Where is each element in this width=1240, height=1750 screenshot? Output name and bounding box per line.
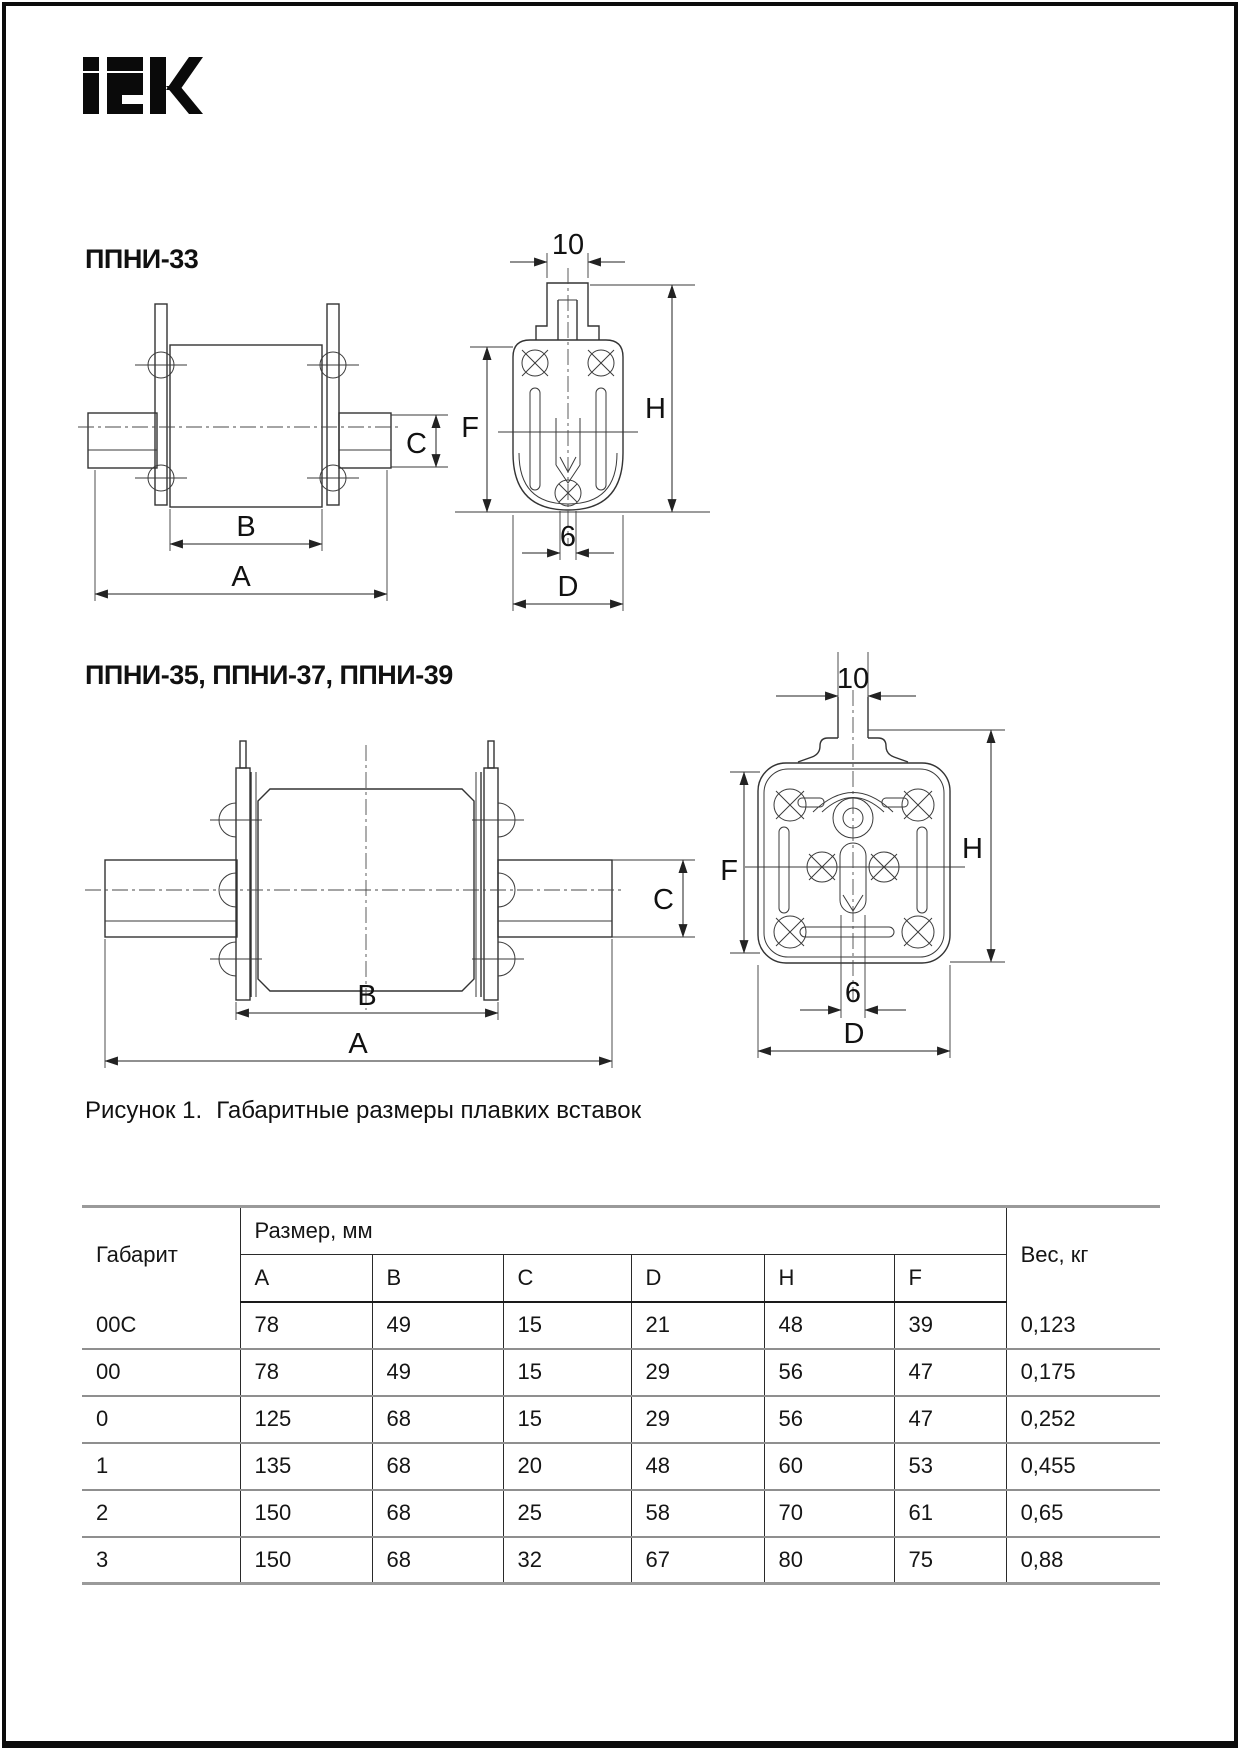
ppni33-front-view	[498, 268, 638, 545]
cell-weight: 0,455	[1006, 1443, 1160, 1490]
subcol-header-d: D	[631, 1255, 764, 1302]
cell-h: 56	[764, 1396, 894, 1443]
dim-label-h: H	[962, 833, 983, 865]
table-row	[82, 1490, 1160, 1537]
cell-b: 68	[372, 1443, 503, 1490]
cell-c: 15	[503, 1396, 631, 1443]
cell-h: 56	[764, 1349, 894, 1396]
cell-d: 67	[631, 1537, 764, 1584]
figure-caption-text: Габаритные размеры плавких вставок	[216, 1097, 642, 1124]
ppni33-side-view	[78, 304, 400, 507]
subcol-header-c: C	[503, 1255, 631, 1302]
cell-weight: 0,123	[1006, 1302, 1160, 1349]
col-header-weight-kg: Вес, кг	[1006, 1207, 1160, 1302]
section2-title: ППНИ-35, ППНИ-37, ППНИ-39	[85, 660, 453, 690]
cell-gabarit: 1	[82, 1443, 240, 1490]
cell-c: 15	[503, 1349, 631, 1396]
table-row	[82, 1443, 1160, 1490]
cell-a: 150	[240, 1537, 372, 1584]
table-row	[82, 1302, 1160, 1349]
dim-label-c: C	[406, 428, 427, 460]
drawing-ppni-35-37-39	[70, 640, 1030, 1080]
dim-label-f: F	[461, 412, 479, 444]
cell-f: 47	[894, 1349, 1006, 1396]
drawing-ppni-33	[70, 215, 720, 620]
subcol-header-h: H	[764, 1255, 894, 1302]
subcol-header-f: F	[894, 1255, 1006, 1302]
cell-a: 150	[240, 1490, 372, 1537]
cell-a: 125	[240, 1396, 372, 1443]
dim-label-6: 6	[559, 521, 577, 553]
dim-label-10: 10	[551, 229, 585, 261]
cell-gabarit: 0	[82, 1396, 240, 1443]
ppni33-side-dimensions	[95, 415, 448, 601]
cell-a: 135	[240, 1443, 372, 1490]
subcol-header-b: B	[372, 1255, 503, 1302]
cell-b: 49	[372, 1349, 503, 1396]
cell-gabarit: 00	[82, 1349, 240, 1396]
dim-label-a: A	[348, 1028, 368, 1060]
cell-c: 20	[503, 1443, 631, 1490]
cell-gabarit: 2	[82, 1490, 240, 1537]
cell-c: 32	[503, 1537, 631, 1584]
cell-c: 15	[503, 1302, 631, 1349]
dim-label-a: A	[231, 561, 251, 593]
dim-label-b: B	[236, 511, 256, 543]
cell-b: 68	[372, 1490, 503, 1537]
ppni33-front-dimensions	[455, 229, 710, 611]
col-header-gabarit: Габарит	[96, 1241, 178, 1267]
cell-weight: 0,88	[1006, 1537, 1160, 1584]
figure-caption	[85, 1097, 641, 1125]
ppni35-side-dimensions	[105, 860, 695, 1068]
dim-label-10: 10	[836, 663, 870, 695]
table-row	[82, 1349, 1160, 1396]
dim-label-f: F	[720, 855, 738, 887]
cell-f: 47	[894, 1396, 1006, 1443]
cell-d: 29	[631, 1396, 764, 1443]
dim-label-h: H	[645, 393, 666, 425]
dim-label-b: B	[357, 980, 377, 1012]
cell-h: 48	[764, 1302, 894, 1349]
ppni35-front-view	[745, 690, 965, 1002]
dim-label-d: D	[843, 1018, 865, 1050]
cell-f: 75	[894, 1537, 1006, 1584]
cell-weight: 0,175	[1006, 1349, 1160, 1396]
iek-logo	[83, 55, 205, 117]
col-header-size-mm: Размер, мм	[240, 1207, 1006, 1255]
cell-a: 78	[240, 1302, 372, 1349]
dim-label-6: 6	[844, 977, 862, 1009]
figure-caption-number: Рисунок 1.	[85, 1097, 203, 1124]
cell-h: 60	[764, 1443, 894, 1490]
dim-label-c: C	[653, 884, 674, 916]
section1-title: ППНИ-33	[85, 244, 199, 274]
cell-h: 80	[764, 1537, 894, 1584]
cell-weight: 0,65	[1006, 1490, 1160, 1537]
cell-weight: 0,252	[1006, 1396, 1160, 1443]
cell-b: 68	[372, 1537, 503, 1584]
cell-f: 39	[894, 1302, 1006, 1349]
cell-a: 78	[240, 1349, 372, 1396]
cell-d: 58	[631, 1490, 764, 1537]
table-row	[82, 1396, 1160, 1443]
cell-f: 61	[894, 1490, 1006, 1537]
cell-b: 49	[372, 1302, 503, 1349]
cell-d: 29	[631, 1349, 764, 1396]
ppni35-side-view	[85, 741, 625, 1010]
cell-gabarit: 3	[96, 1546, 109, 1572]
cell-d: 48	[631, 1443, 764, 1490]
cell-c: 25	[503, 1490, 631, 1537]
dim-label-d: D	[557, 571, 579, 603]
table-row	[82, 1537, 1160, 1584]
cell-h: 70	[764, 1490, 894, 1537]
dimensions-table	[82, 1205, 1160, 1585]
cell-f: 53	[894, 1443, 1006, 1490]
cell-d: 21	[631, 1302, 764, 1349]
cell-gabarit: 00C	[82, 1302, 240, 1349]
cell-b: 68	[372, 1396, 503, 1443]
ppni35-front-dimensions	[720, 652, 1005, 1058]
subcol-header-a: A	[240, 1255, 372, 1302]
